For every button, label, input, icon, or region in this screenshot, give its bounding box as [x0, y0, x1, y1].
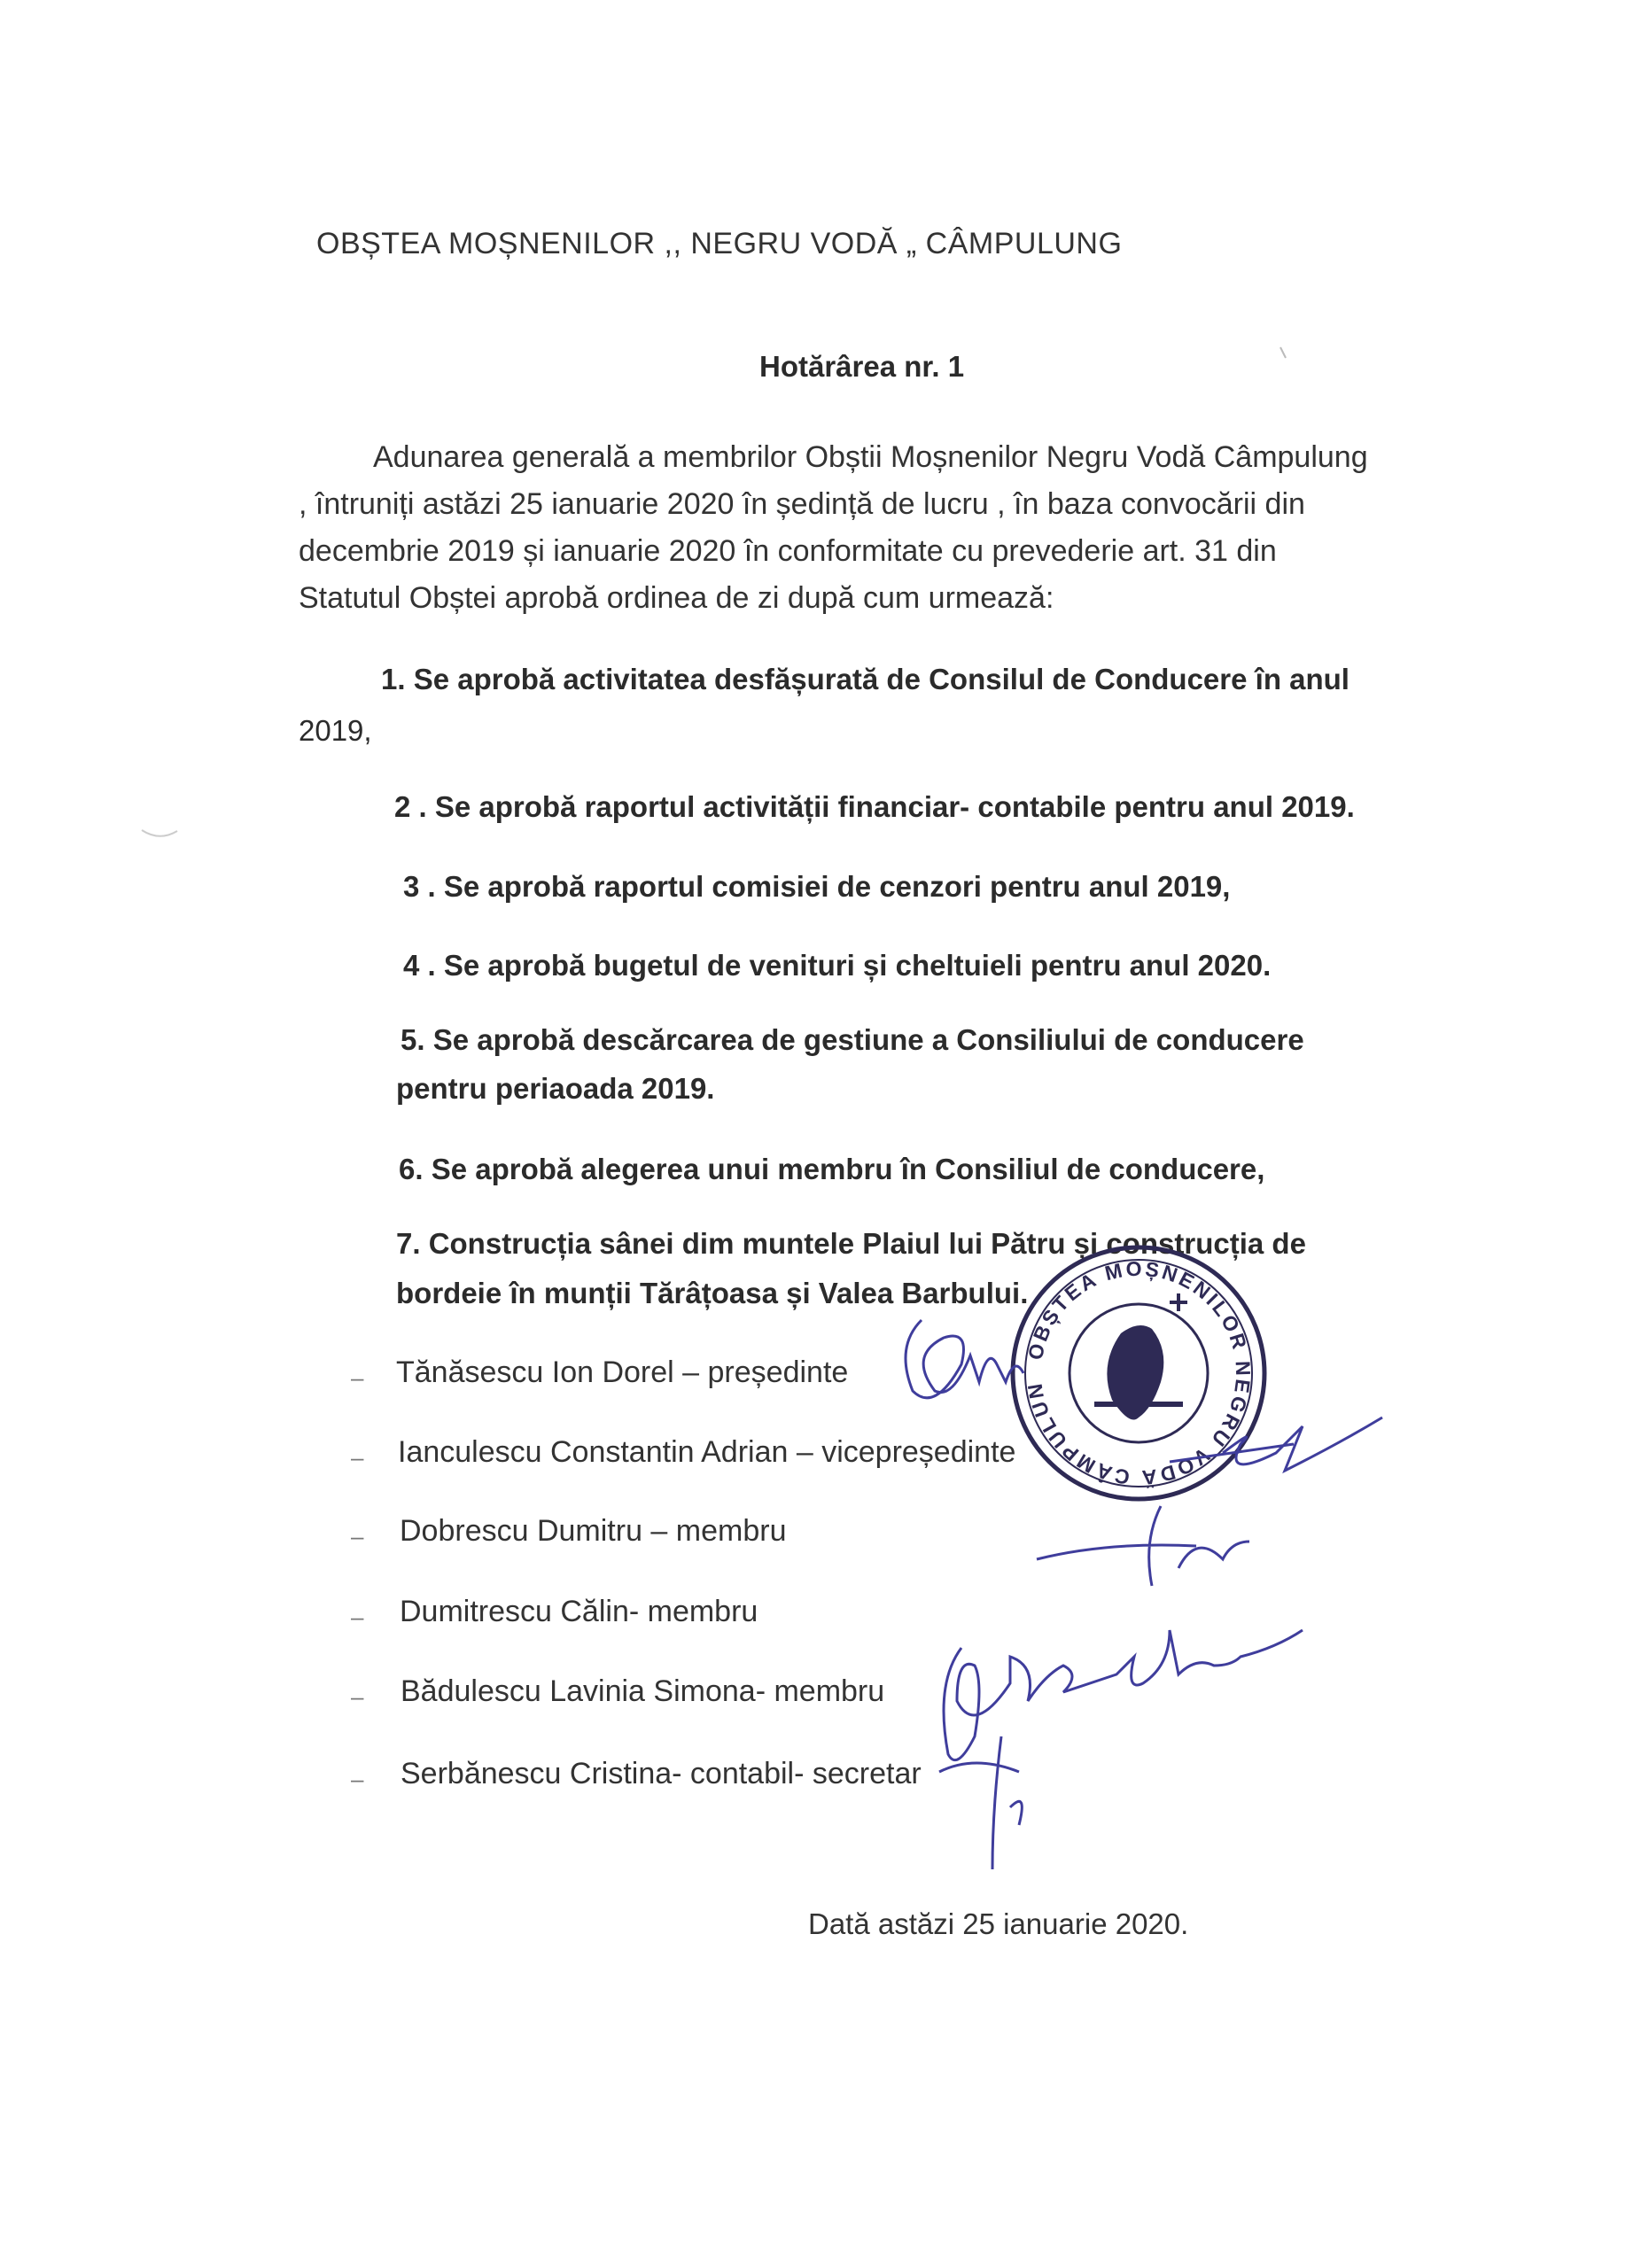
- document-date: Dată astăzi 25 ianuarie 2020.: [808, 1907, 1189, 1940]
- agenda-item-1: 1. Se aprobă activitatea desfășurată de Consilul de Conducere în anul: [381, 663, 1350, 695]
- signature-serbanescu: [939, 1736, 1022, 1869]
- member-dobrescu: Dobrescu Dumitru – membru: [400, 1514, 787, 1548]
- member-dash: –: [351, 1604, 364, 1630]
- member-dumitrescu: Dumitrescu Călin- membru: [400, 1595, 758, 1628]
- signature-badulescu: [944, 1630, 1303, 1760]
- member-serbanescu: Serbănescu Cristina- contabil- secretar: [401, 1757, 922, 1790]
- agenda-item-5-cont: pentru periaoada 2019.: [396, 1072, 715, 1105]
- agenda-item-3: 3 . Se aprobă raportul comisiei de cenzori pentru anul 2019,: [403, 870, 1231, 903]
- stamp-text-path: OBȘTEA MOȘNENILOR NEGRU VODĂ CÂMPULUN: [1023, 1256, 1256, 1490]
- member-badulescu: Bădulescu Lavinia Simona- membru: [401, 1674, 885, 1708]
- agenda-item-6: 6. Se aprobă alegerea unui membru în Consiliul de conducere,: [399, 1153, 1265, 1185]
- agenda-item-2: 2 . Se aprobă raportul activității financiar- contabile pentru anul 2019.: [394, 790, 1355, 823]
- member-dash: –: [351, 1523, 364, 1550]
- signature-president: [906, 1320, 1023, 1398]
- scan-artifact-mark: [1280, 347, 1286, 358]
- agenda-item-7-cont: bordeie în munții Tărâțoasa și Valea Barbului.: [396, 1277, 1029, 1309]
- agenda-item-4: 4 . Se aprobă bugetul de venituri și cheltuieli pentru anul 2020.: [403, 949, 1272, 982]
- document-title: Hotărârea nr. 1: [759, 350, 965, 383]
- member-dash: –: [351, 1364, 364, 1391]
- member-dash: –: [351, 1766, 364, 1792]
- intro-line-4: Statutul Obștei aprobă ordinea de zi după cum urmează:: [299, 581, 1054, 615]
- agenda-item-5: 5. Se aprobă descărcarea de gestiune a Consiliului de conducere: [401, 1023, 1304, 1056]
- member-vicepresident: Ianculescu Constantin Adrian – vicepreședinte: [398, 1435, 1016, 1469]
- intro-line-2: , întruniți astăzi 25 ianuarie 2020 în ședință de lucru , în baza convocării din: [299, 487, 1305, 521]
- member-president: Tănăsescu Ion Dorel – președinte: [396, 1355, 849, 1389]
- stamp-emblem-cross: [1170, 1293, 1187, 1311]
- agenda-item-7: 7. Construcția sânei dim muntele Plaiul lui Pătru și construcția de: [396, 1227, 1306, 1260]
- signature-dobrescu: [1037, 1506, 1249, 1586]
- intro-line-1: Adunarea generală a membrilor Obștii Moșnenilor Negru Vodă Câmpulung: [373, 440, 1368, 474]
- member-dash: –: [351, 1444, 364, 1471]
- intro-line-3: decembrie 2019 și ianuarie 2020 în conformitate cu prevederie art. 31 din: [299, 534, 1277, 568]
- agenda-item-1-cont: 2019,: [299, 714, 372, 747]
- scan-artifact-mark: [142, 830, 177, 836]
- document-header: OBȘTEA MOȘNENILOR ,, NEGRU VODĂ „ CÂMPULUNG: [316, 227, 1123, 260]
- member-dash: –: [351, 1683, 364, 1710]
- official-stamp: [1013, 1247, 1264, 1499]
